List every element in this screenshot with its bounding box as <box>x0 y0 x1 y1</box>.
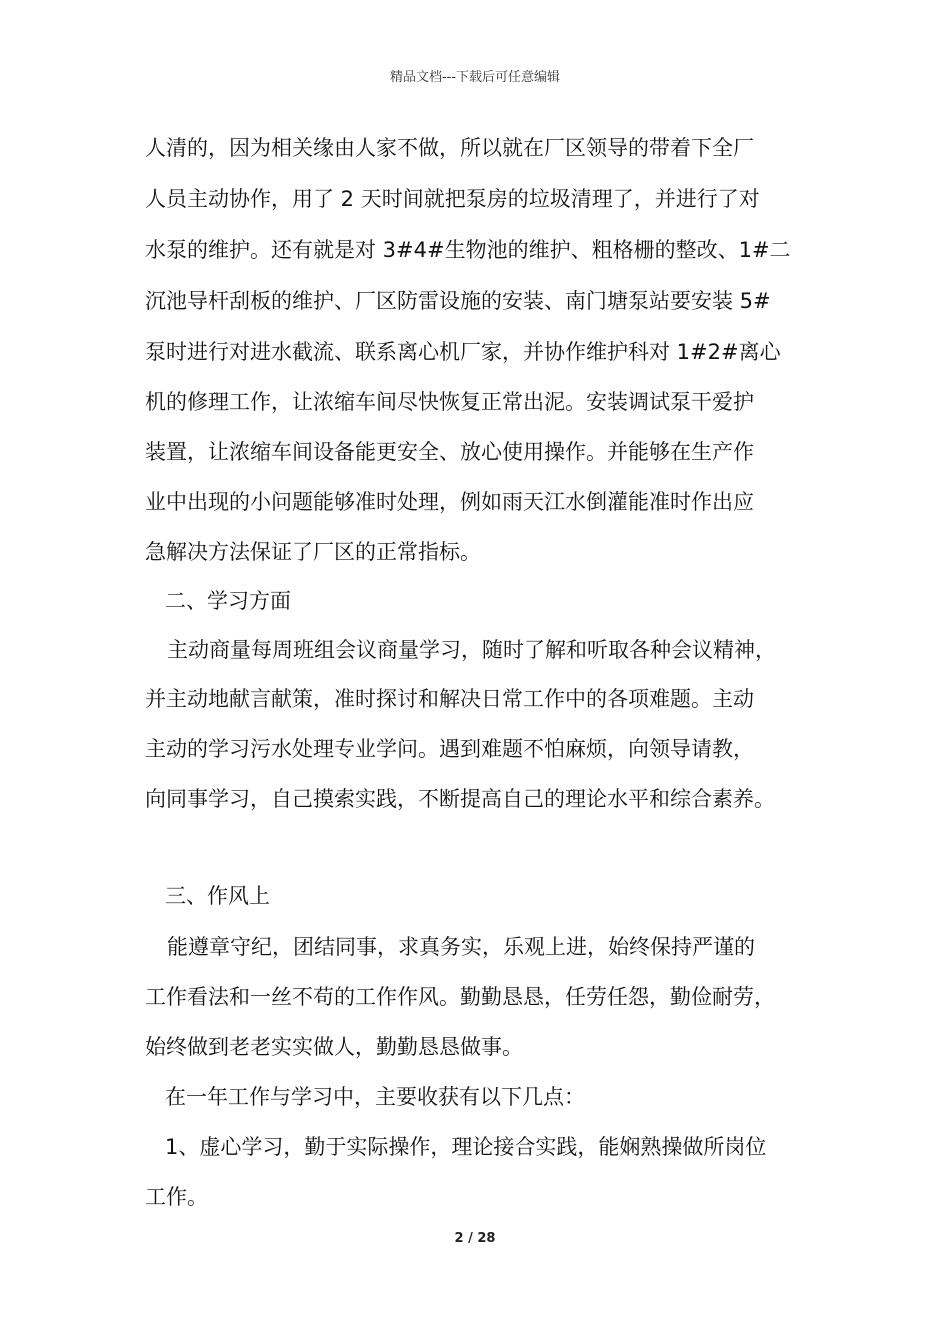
paragraph-line: 始终做到老老实实做人，勤勤恳恳做事。 <box>145 1035 523 1059</box>
page-number: 2 / 28 <box>454 1231 496 1246</box>
paragraph-line: 向同事学习，自己摸索实践，不断提高自己的理论水平和综合素养。 <box>145 787 775 811</box>
paragraph-line: 泵时进行对进水截流、联系离心机厂家，并协作维护科对 1#2#离心 <box>145 340 781 364</box>
paragraph-line: 业中出现的小问题能够准时处理，例如雨天江水倒灌能准时作出应 <box>145 490 754 514</box>
paragraph-line: 主动商量每周班组会议商量学习，随时了解和听取各种会议精神， <box>167 638 776 662</box>
paragraph-line: 装置，让浓缩车间设备能更安全、放心使用操作。并能够在生产作 <box>145 440 754 464</box>
page-header: 精品文档---下载后可任意编辑 <box>389 70 561 85</box>
paragraph-line: 人清的，因为相关缘由人家不做，所以就在厂区领导的带着下全厂 <box>145 136 754 160</box>
paragraph-line: 机的修理工作，让浓缩车间尽快恢复正常出泥。安装调试泵干爱护 <box>145 390 754 414</box>
paragraph-line: 水泵的维护。还有就是对 3#4#生物池的维护、粗格栅的整改、1#二 <box>145 238 791 262</box>
paragraph-line: 主动的学习污水处理专业学问。遇到难题不怕麻烦，向领导请教， <box>145 737 754 761</box>
section-heading: 三、作风上 <box>165 884 270 908</box>
paragraph-line: 沉池导杆刮板的维护、厂区防雷设施的安装、南门塘泵站要安装 5# <box>145 289 771 313</box>
paragraph-line: 急解决方法保证了厂区的正常指标。 <box>145 540 481 564</box>
paragraph-line: 在一年工作与学习中，主要收获有以下几点： <box>165 1085 585 1109</box>
list-item: 1、虚心学习，勤于实际操作，理论接合实践，能娴熟操做所岗位 <box>165 1135 767 1159</box>
section-heading: 二、学习方面 <box>165 589 291 613</box>
paragraph-line: 工作。 <box>145 1185 208 1209</box>
paragraph-line: 人员主动协作，用了 2 天时间就把泵房的垃圾清理了，并进行了对 <box>145 187 760 211</box>
paragraph-line: 并主动地献言献策，准时探讨和解决日常工作中的各项难题。主动 <box>145 687 754 711</box>
paragraph-line: 工作看法和一丝不苟的工作作风。勤勤恳恳，任劳任怨，勤俭耐劳， <box>145 985 775 1009</box>
paragraph-line: 能遵章守纪，团结同事，求真务实，乐观上进，始终保持严谨的 <box>167 935 755 959</box>
